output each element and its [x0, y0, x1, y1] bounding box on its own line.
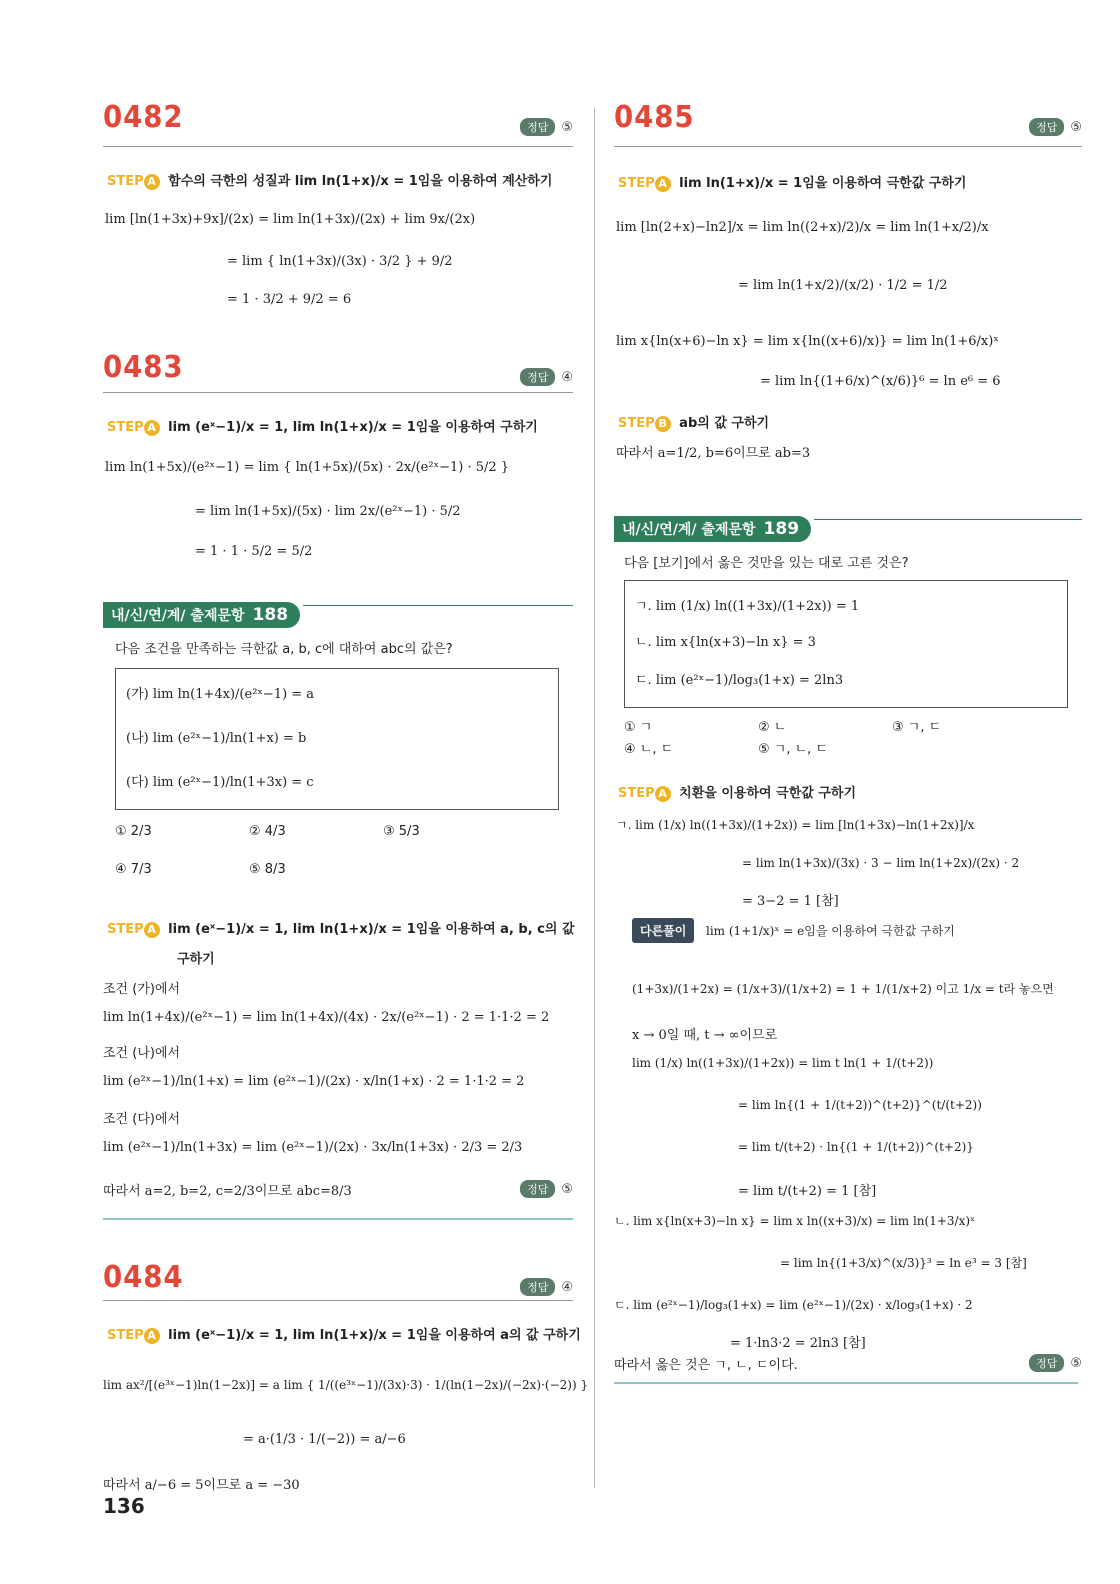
answer-badge	[520, 1180, 573, 1198]
problem-0485	[614, 100, 1082, 461]
step-tag: STEP A	[107, 420, 160, 435]
step-text: 함수의 극한의 성질과 lim ln(1+x)/x = 1임을 이용하여 계산하기	[168, 174, 553, 189]
equation-line: = 1 · 3/2 + 9/2 = 6	[227, 292, 352, 307]
step-text: 치환을 이용하여 극한값 구하기	[679, 786, 857, 801]
equation-line: = lim ln(1+x/2)/(x/2) · 1/2 = 1/2	[738, 278, 948, 293]
answer-label: 정답	[1029, 118, 1064, 136]
alt-line: = lim ln{(1+3/x)^(x/3)}³ = ln e³ = 3 [참]	[780, 1256, 1027, 1270]
conditions-box	[115, 668, 559, 810]
solution-line: 조건 (나)에서	[103, 1046, 181, 1061]
page-number: 136	[103, 1494, 145, 1518]
solution-line: = 3−2 = 1 [참]	[742, 894, 839, 909]
bogi-item: ㄷ. lim (e²ˣ−1)/log₃(1+x) = 2ln3	[635, 673, 844, 688]
exam-banner	[614, 516, 811, 542]
problem-number: 0484	[103, 1260, 184, 1295]
alt-line: ㄴ. lim x{ln(x+3)−ln x} = lim x ln((x+3)/x) = lim ln(1+3/x)ˣ	[614, 1214, 976, 1228]
answer-value: ⑤	[1070, 1355, 1082, 1371]
problem-0482	[103, 100, 573, 307]
step-heading	[618, 782, 856, 802]
solution-line: 조건 (다)에서	[103, 1112, 181, 1127]
solution-line: lim (e²ˣ−1)/ln(1+x) = lim (e²ˣ−1)/(2x) · x/ln(1+x) · 2 = 1·1·2 = 2	[103, 1074, 525, 1089]
alt-line: = lim t/(t+2) · ln{(1 + 1/(t+2))^(t+2)}	[738, 1140, 974, 1154]
answer-label: 정답	[520, 368, 555, 386]
choice-3: ③ 5/3	[383, 824, 420, 839]
step-heading	[107, 918, 575, 938]
step-heading	[107, 416, 538, 436]
problem-number: 0482	[103, 100, 184, 135]
rule	[103, 1300, 573, 1301]
step-text: ab의 값 구하기	[679, 416, 770, 431]
answer-badge	[520, 1278, 573, 1296]
alt-line: (1+3x)/(1+2x) = (1/x+3)/(1/x+2) = 1 + 1/(1/x+2) 이고 1/x = t라 놓으면	[632, 982, 1054, 996]
exam-banner	[103, 602, 300, 628]
equation-line: lim ax²/[(e³ˣ−1)ln(1−2x)] = a lim { 1/((e³ˣ−1)/(3x)·3) · 1/(ln(1−2x)/(−2x)·(−2)) }	[103, 1378, 589, 1392]
alt-line: = 1·ln3·2 = 2ln3 [참]	[730, 1336, 866, 1351]
alt-line: x → 0일 때, t → ∞이므로	[632, 1028, 778, 1043]
equation-line: = lim ln{(1+6/x)^(x/6)}⁶ = ln e⁶ = 6	[760, 374, 1001, 389]
equation-line: 따라서 a/−6 = 5이므로 a = −30	[103, 1478, 300, 1493]
solution-line: = lim ln(1+3x)/(3x) · 3 − lim ln(1+2x)/(2x) · 2	[742, 856, 1020, 870]
answer-value: ④	[561, 1279, 573, 1295]
choice-5: ⑤ 8/3	[249, 862, 286, 877]
banner-title: 내/신/연/계/ 출제문항	[111, 608, 245, 624]
equation-line: lim ln(1+5x)/(e²ˣ−1) = lim { ln(1+5x)/(5x) · 2x/(e²ˣ−1) · 5/2 }	[105, 460, 510, 475]
step-text: lim ln(1+x)/x = 1임을 이용하여 극한값 구하기	[679, 176, 967, 191]
step-tag: STEP A	[618, 786, 671, 801]
choice-5: ⑤ ㄱ, ㄴ, ㄷ	[758, 742, 828, 757]
equation-line: lim [ln(1+3x)+9x]/(2x) = lim ln(1+3x)/(2x) + lim 9x/(2x)	[105, 212, 476, 227]
choice-2: ② 4/3	[249, 824, 286, 839]
conclusion: 따라서 옳은 것은 ㄱ, ㄴ, ㄷ이다.	[614, 1358, 798, 1373]
banner-number: 188	[252, 605, 289, 625]
banner-rule	[303, 605, 573, 606]
step-heading	[618, 172, 966, 192]
step-text: lim (eˣ−1)/x = 1, lim ln(1+x)/x = 1임을 이용하여 a, b, c의 값	[168, 922, 575, 937]
column-divider	[594, 108, 595, 1488]
section-rule	[103, 1218, 573, 1220]
alt-line: = lim t/(t+2) = 1 [참]	[738, 1184, 877, 1199]
alt-line: ㄷ. lim (e²ˣ−1)/log₃(1+x) = lim (e²ˣ−1)/(2x) · x/log₃(1+x) · 2	[614, 1298, 973, 1312]
rule	[103, 146, 573, 147]
section-rule	[614, 1382, 1078, 1384]
choice-1: ① ㄱ	[624, 720, 653, 735]
equation-line: lim [ln(2+x)−ln2]/x = lim ln((2+x)/2)/x = lim ln(1+x/2)/x	[616, 220, 989, 235]
answer-value: ⑤	[561, 1181, 573, 1197]
solution-line: ㄱ. lim (1/x) ln((1+3x)/(1+2x)) = lim [ln(1+3x)−ln(1+2x)]/x	[616, 818, 975, 832]
step-tag: STEP A	[107, 1328, 160, 1343]
problem-0483	[103, 350, 573, 559]
answer-label: 정답	[1029, 1354, 1064, 1372]
step-text: lim (eˣ−1)/x = 1, lim ln(1+x)/x = 1임을 이용하여 a의 값 구하기	[168, 1328, 581, 1343]
answer-badge	[1029, 1354, 1082, 1372]
problem-number: 0483	[103, 350, 184, 385]
alt-line: = lim ln{(1 + 1/(t+2))^(t+2)}^(t/(t+2))	[738, 1098, 982, 1112]
choice-3: ③ ㄱ, ㄷ	[892, 720, 942, 735]
answer-label: 정답	[520, 1278, 555, 1296]
equation-line: = lim { ln(1+3x)/(3x) · 3/2 } + 9/2	[227, 254, 453, 269]
equation-line: = 1 · 1 · 5/2 = 5/2	[195, 544, 313, 559]
step-tag: STEP A	[107, 922, 160, 937]
condition-item: (다) lim (e²ˣ−1)/ln(1+3x) = c	[126, 775, 314, 790]
choice-4: ④ ㄴ, ㄷ	[624, 742, 674, 757]
equation-line: = lim ln(1+5x)/(5x) · lim 2x/(e²ˣ−1) · 5/2	[195, 504, 461, 519]
equation-line: 따라서 a=1/2, b=6이므로 ab=3	[616, 446, 811, 461]
step-text-cont: 구하기	[177, 952, 215, 967]
solution-line: lim (e²ˣ−1)/ln(1+3x) = lim (e²ˣ−1)/(2x) · 3x/ln(1+3x) · 2/3 = 2/3	[103, 1140, 523, 1155]
answer-value: ⑤	[561, 119, 573, 135]
problem-number: 0485	[614, 100, 695, 135]
choice-4: ④ 7/3	[115, 862, 152, 877]
rule	[614, 146, 1082, 147]
solution-line: 조건 (가)에서	[103, 982, 181, 997]
step-heading-b	[618, 412, 769, 432]
step-heading	[107, 1324, 581, 1344]
step-tag: STEP A	[618, 176, 671, 191]
alt-solution-badge: 다른풀이	[632, 918, 694, 943]
question-text: 다음 조건을 만족하는 극한값 a, b, c에 대하여 abc의 값은?	[115, 642, 453, 657]
banner-rule	[814, 519, 1082, 520]
problem-0484	[103, 1260, 589, 1493]
answer-badge	[1029, 118, 1082, 136]
step-tag: STEP A	[107, 174, 160, 189]
alt-solution-title: lim (1+1/x)ˣ = e임을 이용하여 극한값 구하기	[706, 924, 955, 938]
step-tag: STEP B	[618, 416, 671, 431]
equation-line: lim x{ln(x+6)−ln x} = lim x{ln((x+6)/x)} = lim ln(1+6/x)ˣ	[616, 334, 999, 349]
question-text: 다음 [보기]에서 옳은 것만을 있는 대로 고른 것은?	[624, 556, 909, 571]
answer-badge	[520, 368, 573, 386]
bogi-item: ㄴ. lim x{ln(x+3)−ln x} = 3	[635, 635, 816, 650]
solution-conclusion: 따라서 a=2, b=2, c=2/3이므로 abc=8/3	[103, 1184, 352, 1199]
choice-1: ① 2/3	[115, 824, 152, 839]
step-heading	[107, 170, 552, 190]
answer-label: 정답	[520, 1180, 555, 1198]
answer-value: ④	[561, 369, 573, 385]
choice-2: ② ㄴ	[758, 720, 787, 735]
solution-line: lim ln(1+4x)/(e²ˣ−1) = lim ln(1+4x)/(4x) · 2x/(e²ˣ−1) · 2 = 1·1·2 = 2	[103, 1010, 550, 1025]
answer-label: 정답	[520, 118, 555, 136]
condition-item: (가) lim ln(1+4x)/(e²ˣ−1) = a	[126, 687, 315, 702]
step-text: lim (eˣ−1)/x = 1, lim ln(1+x)/x = 1임을 이용하여 구하기	[168, 420, 538, 435]
banner-title: 내/신/연/계/ 출제문항	[622, 522, 756, 538]
bogi-box	[624, 580, 1068, 708]
answer-badge	[520, 118, 573, 136]
rule	[103, 392, 573, 393]
banner-number: 189	[763, 519, 800, 539]
bogi-item: ㄱ. lim (1/x) ln((1+3x)/(1+2x)) = 1	[635, 599, 860, 614]
condition-item: (나) lim (e²ˣ−1)/ln(1+x) = b	[126, 731, 307, 746]
answer-value: ⑤	[1070, 119, 1082, 135]
equation-line: = a·(1/3 · 1/(−2)) = a/−6	[243, 1432, 406, 1447]
alt-line: lim (1/x) ln((1+3x)/(1+2x)) = lim t ln(1 + 1/(t+2))	[632, 1056, 934, 1070]
